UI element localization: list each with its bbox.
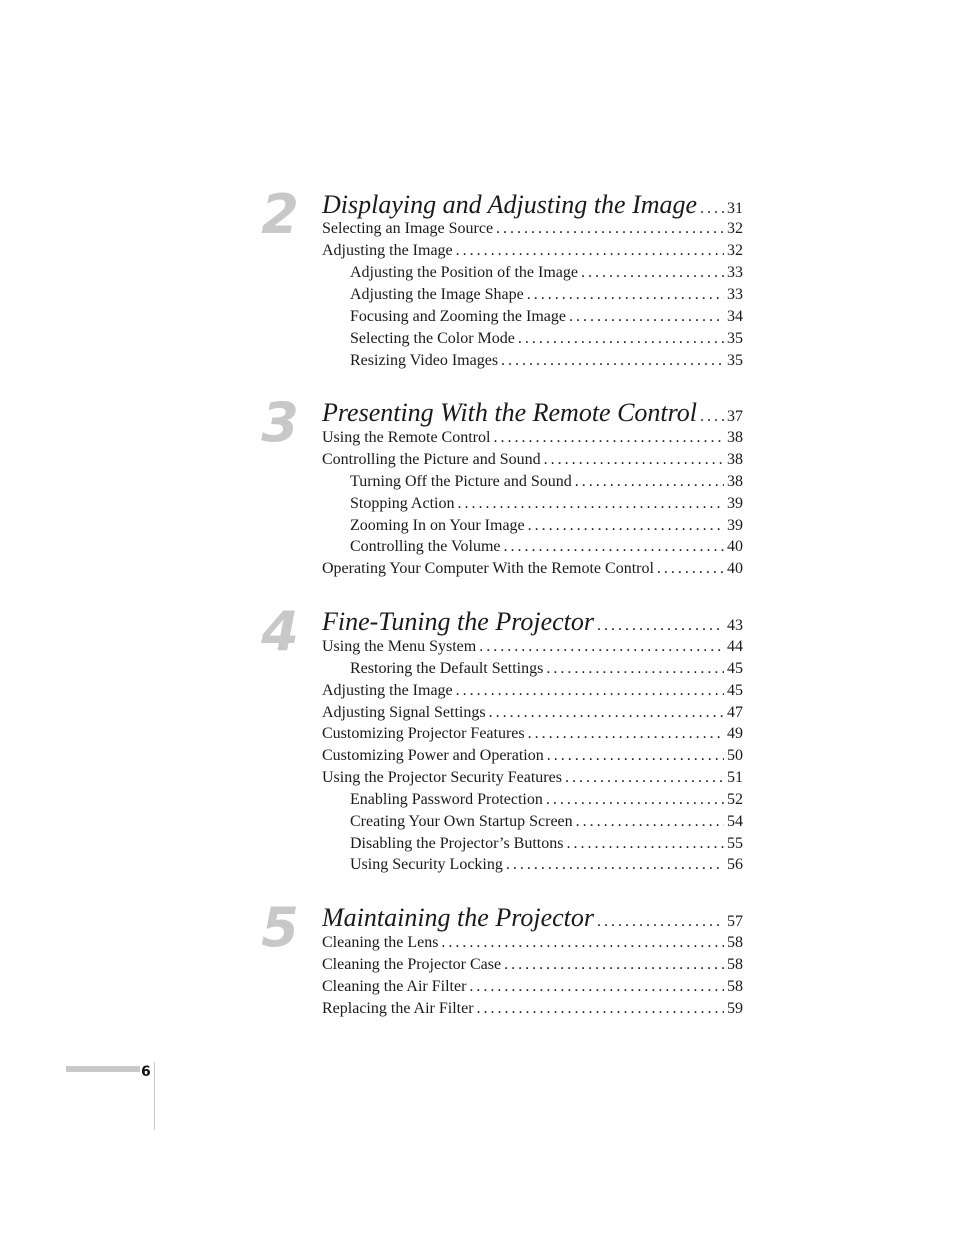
leader-dots — [700, 408, 724, 426]
footer-divider — [154, 1062, 155, 1130]
leader-dots — [457, 495, 724, 513]
toc-page-number: 58 — [727, 978, 743, 995]
toc-entry[interactable] — [322, 451, 743, 469]
toc-entry[interactable] — [322, 934, 743, 952]
leader-dots — [700, 200, 724, 218]
toc-subentry[interactable] — [350, 856, 743, 874]
toc-subentry[interactable] — [350, 660, 743, 678]
toc-page-number: 32 — [727, 242, 743, 259]
toc-entry[interactable] — [322, 1000, 743, 1018]
toc-page-number: 40 — [727, 538, 743, 555]
leader-dots — [547, 747, 724, 765]
toc-entry-label: Adjusting Signal Settings — [322, 704, 486, 721]
toc-entry-label: Focusing and Zooming the Image — [350, 308, 566, 325]
toc-entry[interactable] — [322, 747, 743, 765]
leader-dots — [456, 682, 724, 700]
toc-page-number: 57 — [727, 913, 743, 930]
toc-chapter-title[interactable] — [322, 398, 743, 428]
leader-dots — [479, 638, 724, 656]
toc-page-number: 31 — [727, 200, 743, 217]
leader-dots — [518, 330, 724, 348]
leader-dots — [493, 429, 724, 447]
leader-dots — [597, 617, 724, 635]
toc-title-label: Displaying and Adjusting the Image — [322, 190, 698, 219]
footer-rule — [66, 1066, 140, 1072]
leader-dots — [496, 220, 724, 238]
leader-dots — [576, 813, 724, 831]
toc-entry[interactable] — [322, 560, 743, 578]
leader-dots — [469, 978, 724, 996]
leader-dots — [575, 473, 724, 491]
toc-subentry[interactable] — [350, 264, 743, 282]
toc-entry-label: Stopping Action — [350, 495, 455, 512]
leader-dots — [441, 934, 724, 952]
toc-entry-label: Disabling the Projector’s Buttons — [350, 835, 564, 852]
leader-dots — [597, 913, 724, 931]
leader-dots — [504, 956, 724, 974]
toc-entry[interactable] — [322, 704, 743, 722]
toc-entry-label: Customizing Power and Operation — [322, 747, 544, 764]
toc-page-number: 58 — [727, 956, 743, 973]
toc-entry[interactable] — [322, 956, 743, 974]
leader-dots — [528, 725, 724, 743]
toc-page-number: 43 — [727, 617, 743, 634]
leader-dots — [489, 704, 724, 722]
leader-dots — [569, 308, 724, 326]
toc-page-number: 55 — [727, 835, 743, 852]
toc-entry[interactable] — [322, 725, 743, 743]
toc-entry-label: Zooming In on Your Image — [350, 517, 525, 534]
leader-dots — [657, 560, 724, 578]
toc-entry-label: Customizing Projector Features — [322, 725, 525, 742]
toc-page-number: 49 — [727, 725, 743, 742]
toc-chapter-title[interactable] — [322, 607, 743, 637]
toc-entry-label: Adjusting the Position of the Image — [350, 264, 578, 281]
toc-entry-label: Controlling the Volume — [350, 538, 501, 555]
chapter-number: 4 — [261, 600, 299, 663]
leader-dots — [456, 242, 724, 260]
toc-entry-label: Using Security Locking — [350, 856, 503, 873]
toc-chapter-title[interactable] — [322, 190, 743, 220]
toc-entry-label: Adjusting the Image — [322, 682, 453, 699]
toc-page-number: 56 — [727, 856, 743, 873]
toc-entry-label: Using the Projector Security Features — [322, 769, 562, 786]
leader-dots — [477, 1000, 724, 1018]
toc-page-number: 59 — [727, 1000, 743, 1017]
leader-dots — [565, 769, 724, 787]
leader-dots — [581, 264, 724, 282]
toc-entry-label: Selecting the Color Mode — [350, 330, 515, 347]
toc-entry[interactable] — [322, 682, 743, 700]
toc-page-number: 45 — [727, 660, 743, 677]
chapter-number: 3 — [261, 391, 299, 454]
toc-entry[interactable] — [322, 769, 743, 787]
toc-page-number: 37 — [727, 408, 743, 425]
toc-subentry[interactable] — [350, 517, 743, 535]
toc-entry-label: Enabling Password Protection — [350, 791, 543, 808]
toc-entry[interactable] — [322, 242, 743, 260]
toc-entry-label: Using the Menu System — [322, 638, 477, 655]
toc-entry-label: Replacing the Air Filter — [322, 1000, 474, 1017]
toc-page-number: 33 — [727, 264, 743, 281]
toc-subentry[interactable] — [350, 495, 743, 513]
toc-chapter-title[interactable] — [322, 903, 743, 933]
leader-dots — [501, 352, 724, 370]
toc-page-number: 40 — [727, 560, 743, 577]
toc-page-number: 44 — [727, 638, 743, 655]
toc-entry-label: Cleaning the Lens — [322, 934, 439, 951]
toc-page-number: 47 — [727, 704, 743, 721]
toc-title-label: Maintaining the Projector — [322, 903, 594, 932]
toc-page-number: 38 — [727, 451, 743, 468]
toc-page-number: 39 — [727, 517, 743, 534]
toc-subentry[interactable] — [350, 813, 743, 831]
toc-entry-label: Adjusting the Image Shape — [350, 286, 524, 303]
toc-entry-label: Restoring the Default Settings — [350, 660, 544, 677]
toc-title-label: Presenting With the Remote Control — [322, 398, 698, 427]
leader-dots — [544, 451, 724, 469]
toc-subentry[interactable] — [350, 330, 743, 348]
toc-entry[interactable] — [322, 638, 743, 656]
page-number: 6 — [141, 1064, 151, 1080]
toc-entry[interactable] — [322, 978, 743, 996]
toc-subentry[interactable] — [350, 835, 743, 853]
leader-dots — [527, 286, 724, 304]
toc-page-number: 54 — [727, 813, 743, 830]
toc-page-number: 58 — [727, 934, 743, 951]
toc-entry[interactable] — [322, 220, 743, 238]
toc-page-number: 39 — [727, 495, 743, 512]
toc-page-number: 52 — [727, 791, 743, 808]
toc-page-number: 50 — [727, 747, 743, 764]
toc-subentry[interactable] — [350, 286, 743, 304]
toc-entry-label: Operating Your Computer With the Remote Control — [322, 560, 654, 577]
toc-subentry[interactable] — [350, 308, 743, 326]
toc-entry-label: Adjusting the Image — [322, 242, 453, 259]
toc-subentry[interactable] — [350, 538, 743, 556]
toc-entry-label: Cleaning the Projector Case — [322, 956, 502, 973]
toc-page-number: 33 — [727, 286, 743, 303]
chapter-number: 5 — [261, 896, 299, 959]
toc-subentry[interactable] — [350, 473, 743, 491]
toc-page-number: 38 — [727, 473, 743, 490]
chapter-number: 2 — [261, 183, 299, 246]
toc-page-number: 51 — [727, 769, 743, 786]
toc-page-number: 32 — [727, 220, 743, 237]
toc-page-number: 35 — [727, 352, 743, 369]
toc-entry-label: Selecting an Image Source — [322, 220, 494, 237]
toc-title-label: Fine-Tuning the Projector — [322, 607, 594, 636]
leader-dots — [546, 791, 724, 809]
toc-entry-label: Using the Remote Control — [322, 429, 491, 446]
leader-dots — [504, 538, 724, 556]
toc-entry-label: Creating Your Own Startup Screen — [350, 813, 573, 830]
toc-entry-label: Controlling the Picture and Sound — [322, 451, 541, 468]
toc-page-number: 34 — [727, 308, 743, 325]
toc-entry-label: Cleaning the Air Filter — [322, 978, 467, 995]
toc-subentry[interactable] — [350, 791, 743, 809]
toc-entry[interactable] — [322, 429, 743, 447]
toc-page-number: 38 — [727, 429, 743, 446]
leader-dots — [566, 835, 724, 853]
toc-entry-label: Turning Off the Picture and Sound — [350, 473, 572, 490]
toc-entry-label: Resizing Video Images — [350, 352, 499, 369]
toc-page-number: 35 — [727, 330, 743, 347]
toc-page-number: 45 — [727, 682, 743, 699]
leader-dots — [506, 856, 724, 874]
leader-dots — [528, 517, 724, 535]
leader-dots — [546, 660, 724, 678]
toc-subentry[interactable] — [350, 352, 743, 370]
